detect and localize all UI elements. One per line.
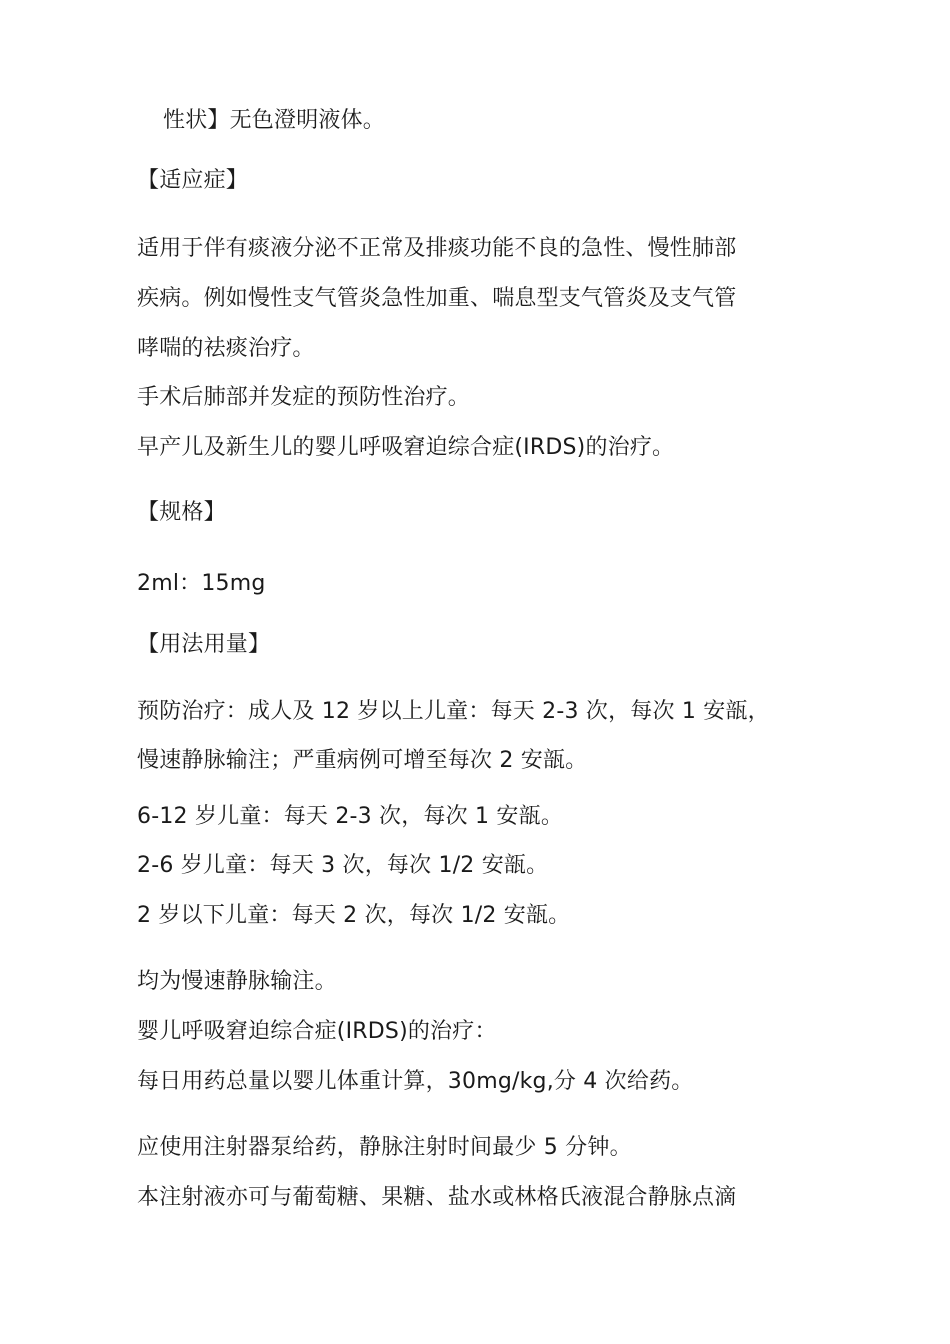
indications-line-4: 手术后肺部并发症的预防性治疗。 bbox=[137, 385, 471, 410]
properties-text: 性状】无色澄明液体。 bbox=[163, 108, 386, 133]
indications-line-5: 早产儿及新生儿的婴儿呼吸窘迫综合症(IRDS)的治疗。 bbox=[137, 435, 675, 460]
dosage-line-2: 慢速静脉输注；严重病例可增至每次 2 安瓿。 bbox=[137, 748, 588, 773]
dosage-line-5: 2 岁以下儿童：每天 2 次，每次 1/2 安瓿。 bbox=[137, 903, 571, 928]
dosage-heading: 【用法用量】 bbox=[137, 632, 271, 657]
indications-heading: 【适应症】 bbox=[137, 168, 249, 193]
dosage-line-4: 2-6 岁儿童：每天 3 次，每次 1/2 安瓿。 bbox=[137, 853, 549, 878]
dosage-line-8: 每日用药总量以婴儿体重计算，30mg/kg,分 4 次给药。 bbox=[137, 1069, 694, 1094]
dosage-line-1: 预防治疗：成人及 12 岁以上儿童：每天 2-3 次，每次 1 安瓿， bbox=[137, 699, 770, 724]
dosage-line-9: 应使用注射器泵给药，静脉注射时间最少 5 分钟。 bbox=[137, 1135, 632, 1160]
dosage-line-3: 6-12 岁儿童：每天 2-3 次，每次 1 安瓿。 bbox=[137, 804, 564, 829]
indications-line-3: 哮喘的祛痰治疗。 bbox=[137, 336, 315, 361]
dosage-line-6: 均为慢速静脉输注。 bbox=[137, 969, 337, 994]
indications-line-2: 疾病。例如慢性支气管炎急性加重、喘息型支气管炎及支气管 bbox=[137, 286, 737, 311]
spec-value: 2ml：15mg bbox=[137, 571, 266, 596]
dosage-line-7: 婴儿呼吸窘迫综合症(IRDS)的治疗： bbox=[137, 1019, 497, 1044]
dosage-line-10: 本注射液亦可与葡萄糖、果糖、盐水或林格氏液混合静脉点滴 bbox=[137, 1185, 737, 1210]
spec-heading: 【规格】 bbox=[137, 500, 226, 525]
indications-line-1: 适用于伴有痰液分泌不正常及排痰功能不良的急性、慢性肺部 bbox=[137, 236, 737, 261]
